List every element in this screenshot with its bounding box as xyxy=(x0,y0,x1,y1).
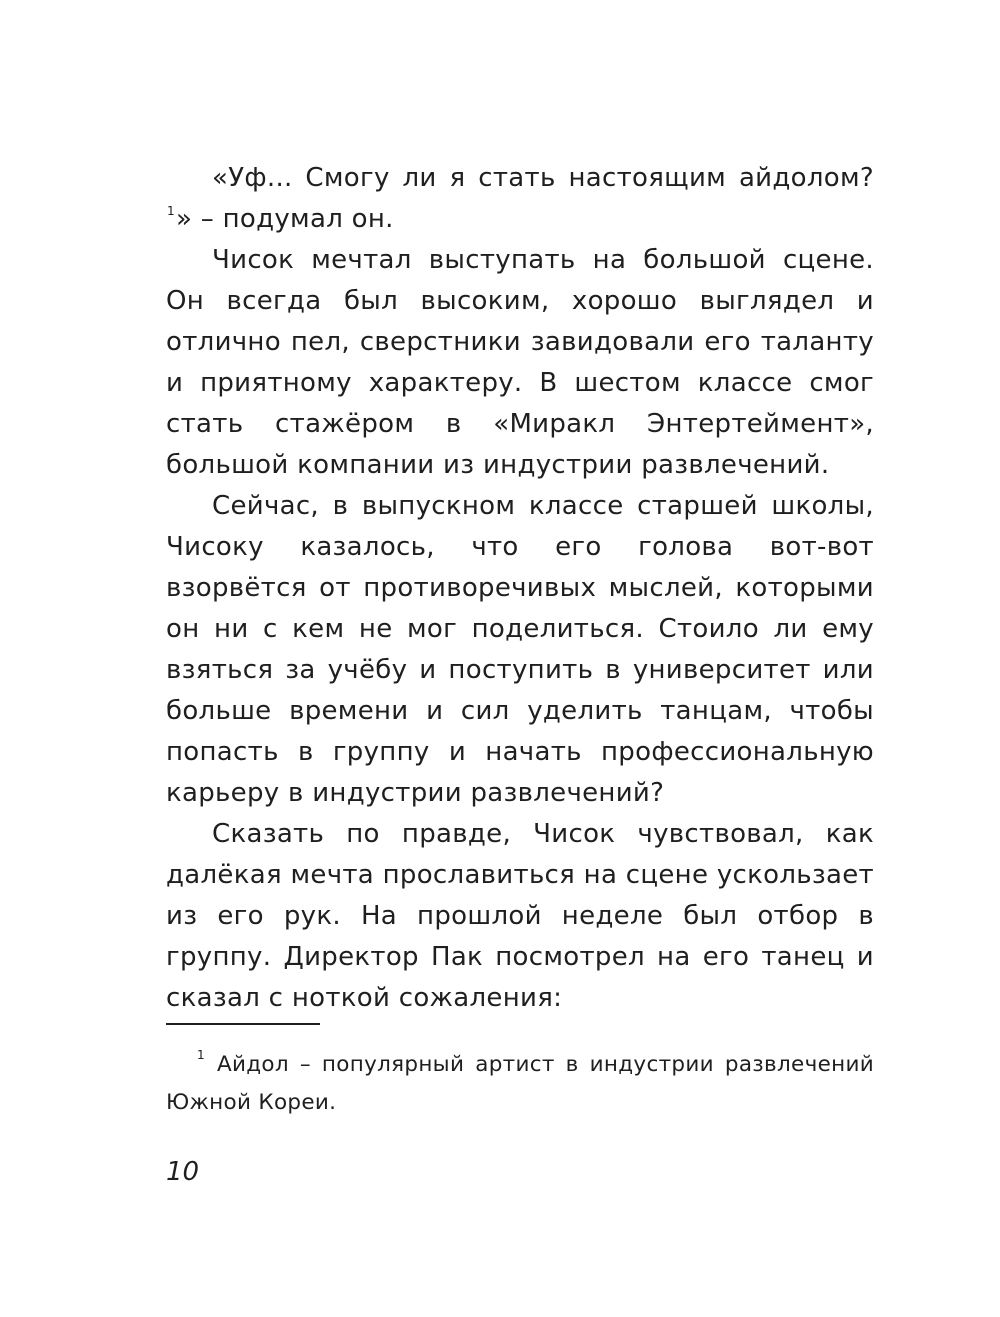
paragraph-1-text-end: » – подумал он. xyxy=(175,204,394,234)
footnote-marker: 1 xyxy=(197,1048,205,1062)
paragraph-1-text-start: «Уф... Смогу ли я стать настоящим айдолом? xyxy=(212,163,874,193)
paragraph-4: Сказать по правде, Чисок чувствовал, как далёкая мечта прославиться на сцене ускользает из его рук. На прошлой неделе был отбор в группу. Директор Пак посмотрел на его танец и сказал с ноткой сожаления: xyxy=(166,819,874,1013)
paragraph-2: Чисок мечтал выступать на большой сцене. Он всегда был высоким, хорошо выглядел и отлично пел, сверстники завидовали его таланту и приятному характеру. В шестом классе смог стать стажёром в «Миракл Энтертеймент», большой компании из индустрии развлечений. xyxy=(166,245,874,480)
footnote xyxy=(166,1046,874,1122)
paragraph-1 xyxy=(166,158,874,240)
footnote-divider xyxy=(166,1023,320,1025)
footnote-text: Айдол – популярный артист в индустрии развлечений Южной Кореи. xyxy=(166,1052,875,1115)
main-text xyxy=(166,158,874,1019)
paragraph-3: Сейчас, в выпускном классе старшей школы, Чисоку казалось, что его голова вот-вот взорвётся от противоречивых мыслей, которыми он ни с кем не мог поделиться. Стоило ли ему взяться за учёбу и поступить в университет или больше времени и сил уделить танцам, чтобы попасть в группу и начать профессиональную карьеру в индустрии развлечений? xyxy=(166,491,874,808)
page-number: 10 xyxy=(166,1157,200,1187)
footnote-reference[interactable]: 1 xyxy=(167,204,175,218)
